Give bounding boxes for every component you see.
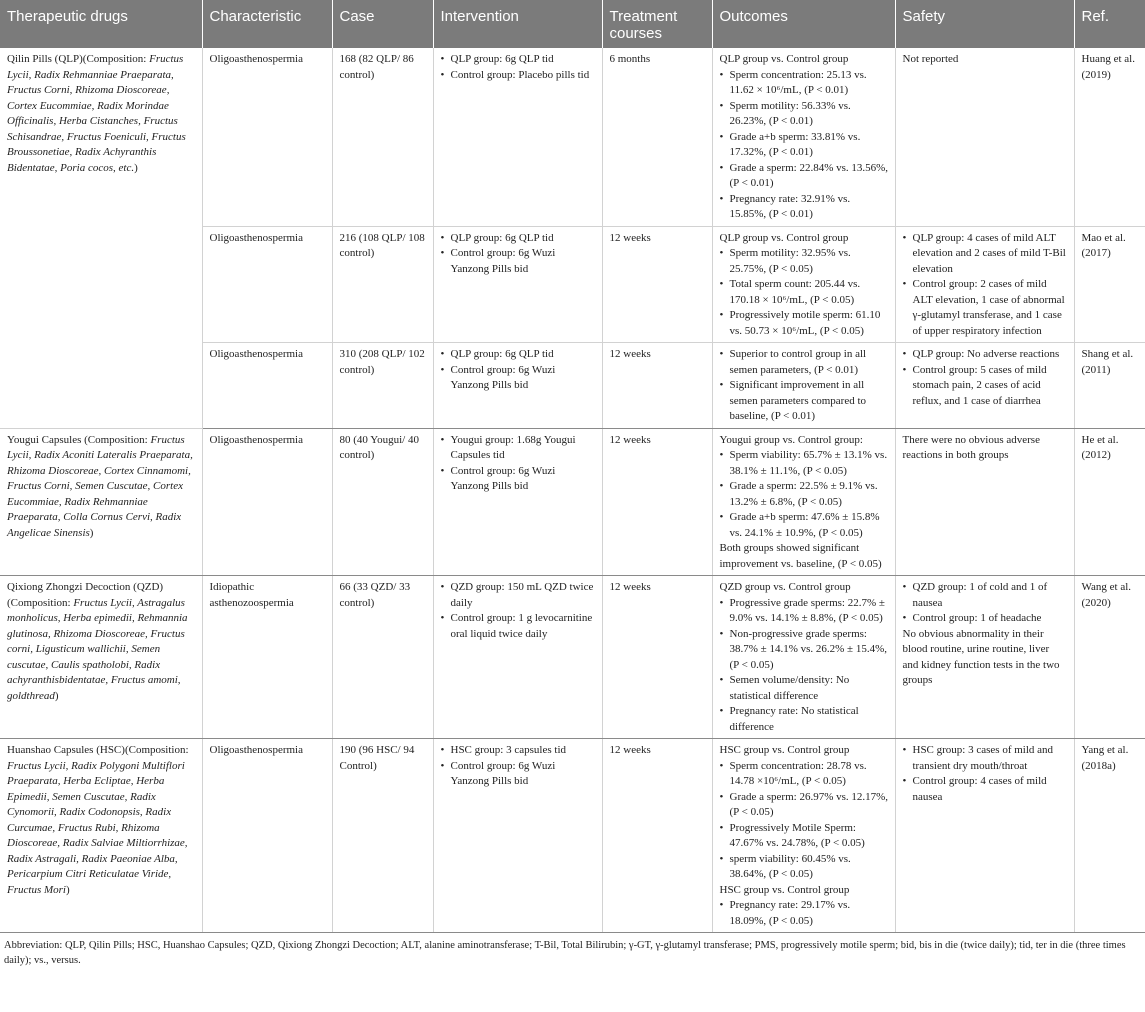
- reference-cell: Yang et al. (2018a): [1074, 739, 1145, 933]
- drug-description: [7, 580, 196, 704]
- reference-cell: Mao et al. (2017): [1074, 226, 1145, 343]
- intervention-item: • Control group: Placebo pills tid: [441, 68, 596, 84]
- drug-cell: [0, 428, 202, 576]
- safety-cell: [895, 226, 1074, 343]
- reference-cell: Shang et al. (2011): [1074, 343, 1145, 429]
- outcome-item: • Sperm motility: 56.33% vs. 26.23%, (P < 0.01): [720, 99, 889, 130]
- outcome-list: [720, 246, 889, 339]
- outcome-item: • Grade a sperm: 26.97% vs. 12.17%, (P < 0.05): [720, 790, 889, 821]
- intervention-item: • Yougui group: 1.68g Yougui Capsules tid: [441, 433, 596, 464]
- safety-list: [903, 347, 1068, 409]
- intervention-item: • Control group: 1 g levocarnitine oral liquid twice daily: [441, 611, 596, 642]
- outcome-item: • sperm viability: 60.45% vs. 38.64%, (P < 0.05): [720, 852, 889, 883]
- intervention-cell: [433, 739, 602, 933]
- outcome-note: Both groups showed significant improvement vs. baseline, (P < 0.05): [719, 542, 882, 570]
- table-row: [0, 576, 1145, 739]
- treatment-course-cell: 12 weeks: [602, 739, 712, 933]
- drug-cell: [0, 48, 202, 428]
- outcome-item: • Grade a+b sperm: 47.6% ± 15.8% vs. 24.1% ± 10.9%, (P < 0.05): [720, 510, 889, 541]
- reference-cell: Huang et al. (2019): [1074, 48, 1145, 226]
- outcome-item: • Progressively motile sperm: 61.10 vs. 50.73 × 10⁶/mL, (P < 0.05): [720, 308, 889, 339]
- outcome-item: • Grade a sperm: 22.84% vs. 13.56%, (P < 0.01): [720, 161, 889, 192]
- characteristic-cell: Oligoasthenospermia: [202, 428, 332, 576]
- outcome-item: • Grade a+b sperm: 33.81% vs. 17.32%, (P < 0.01): [720, 130, 889, 161]
- safety-text: There were no obvious adverse reactions in both groups: [902, 433, 1040, 461]
- characteristic-cell: Oligoasthenospermia: [202, 226, 332, 343]
- header-intervention: Intervention: [433, 0, 602, 48]
- safety-item: • Control group: 5 cases of mild stomach pain, 2 cases of acid reflux, and 1 case of diarrhea: [903, 363, 1068, 410]
- outcomes-cell: [712, 343, 895, 429]
- intervention-list: [441, 743, 596, 790]
- outcomes-cell: [712, 576, 895, 739]
- header-characteristic: Characteristic: [202, 0, 332, 48]
- intervention-item: • QLP group: 6g QLP tid: [441, 347, 596, 363]
- reference-cell: He et al. (2012): [1074, 428, 1145, 576]
- outcomes-heading: HSC group vs. Control group: [719, 744, 850, 756]
- intervention-item: • QLP group: 6g QLP tid: [441, 231, 596, 247]
- safety-list: [903, 231, 1068, 340]
- case-cell: 190 (96 HSC/ 94 Control): [332, 739, 433, 933]
- table-row: [0, 428, 1145, 576]
- safety-cell: [895, 428, 1074, 576]
- safety-cell: [895, 343, 1074, 429]
- intervention-list: [441, 433, 596, 495]
- header-row: [0, 0, 1145, 48]
- safety-note: No obvious abnormality in their blood routine, urine routine, liver and kidney function tests in the two groups: [902, 627, 1060, 686]
- outcome-list: [720, 347, 889, 425]
- intervention-item: • QLP group: 6g QLP tid: [441, 52, 596, 68]
- outcome-list: [720, 759, 889, 883]
- intervention-cell: [433, 576, 602, 739]
- header-case: Case: [332, 0, 433, 48]
- safety-item: • Control group: 1 of headache: [903, 611, 1068, 627]
- composition-prefix: (Composition:: [82, 53, 150, 65]
- intervention-item: • Control group: 6g Wuzi Yanzong Pills bid: [441, 246, 596, 277]
- safety-item: • Control group: 2 cases of mild ALT elevation, 1 case of abnormal γ-glutamyl transferase, and 1 case of upper respiratory infection: [903, 277, 1068, 339]
- characteristic-cell: Oligoasthenospermia: [202, 739, 332, 933]
- outcome-list: [720, 448, 889, 541]
- treatment-course-cell: 12 weeks: [602, 226, 712, 343]
- case-cell: 310 (208 QLP/ 102 control): [332, 343, 433, 429]
- composition-suffix: ): [134, 161, 138, 174]
- safety-item: • QLP group: No adverse reactions: [903, 347, 1068, 363]
- composition-herbs: Fructus Lycii, Radix Rehmanniae Praeparata, Fructus Corni, Rhizoma Dioscoreae, Cortex Eucommiae, Radix Morindae Officinalis, Herba Cistanches, Fructus Schisandrae, Fructus Foeniculi, Fructus Broussonetiae, Radix Achyranthis Bidentatae, Poria cocos, etc.: [7, 53, 186, 174]
- intervention-cell: [433, 48, 602, 226]
- safety-cell: [895, 48, 1074, 226]
- outcome-item: • Non-progressive grade sperms: 38.7% ± 14.1% vs. 26.2% ± 15.4%, (P < 0.05): [720, 627, 889, 674]
- table-footnote: Abbreviation: QLP, Qilin Pills; HSC, Huanshao Capsules; QZD, Qixiong Zhongzi Decoction; ALT, alanine aminotransferase; T-Bil, Total Bilirubin; γ-GT, γ-glutamyl transferase; PMS, progressively motile sperm; bid, bis in die (twice daily); tid, ter in die (three times daily); vs., versus.: [4, 940, 1126, 966]
- outcome-item: • Grade a sperm: 22.5% ± 9.1% vs. 13.2% ± 6.8%, (P < 0.05): [720, 479, 889, 510]
- outcome-list: [720, 68, 889, 223]
- composition-herbs: Fructus Lycii, Radix Aconiti Lateralis Praeparata, Rhizoma Dioscoreae, Cortex Cinnamomi, Fructus Corni, Semen Cuscutae, Cortex Eucommiae, Radix Rehmanniae Praeparata, Colla Cornus Cervi, Radix Angelicae Sinensis: [7, 433, 193, 539]
- table-row: [0, 48, 1145, 226]
- outcome-item: • Superior to control group in all semen parameters, (P < 0.01): [720, 347, 889, 378]
- safety-list: [903, 743, 1068, 805]
- safety-list: [903, 580, 1068, 627]
- composition-suffix: ): [65, 883, 70, 896]
- outcomes-cell: [712, 48, 895, 226]
- header-ref: Ref.: [1074, 0, 1145, 48]
- case-cell: 216 (108 QLP/ 108 control): [332, 226, 433, 343]
- case-cell: 80 (40 Yougui/ 40 control): [332, 428, 433, 576]
- outcome-item: • Pregnancy rate: 32.91% vs. 15.85%, (P < 0.01): [720, 192, 889, 223]
- drug-name: Qixiong Zhongzi Decoction (QZD): [7, 581, 164, 593]
- safety-text: Not reported: [902, 53, 959, 65]
- safety-item: • HSC group: 3 cases of mild and transient dry mouth/throat: [903, 743, 1068, 774]
- intervention-cell: [433, 226, 602, 343]
- intervention-cell: [433, 428, 602, 576]
- outcome-item: • Pregnancy rate: No statistical difference: [720, 704, 889, 735]
- outcome-item: • Total sperm count: 205.44 vs. 170.18 × 10⁶/mL, (P < 0.05): [720, 277, 889, 308]
- intervention-item: • QZD group: 150 mL QZD twice daily: [441, 580, 596, 611]
- table-row: [0, 739, 1145, 933]
- intervention-item: • Control group: 6g Wuzi Yanzong Pills bid: [441, 363, 596, 394]
- case-cell: 168 (82 QLP/ 86 control): [332, 48, 433, 226]
- intervention-item: • Control group: 6g Wuzi Yanzong Pills bid: [441, 464, 596, 495]
- treatment-course-cell: 12 weeks: [602, 576, 712, 739]
- treatment-course-cell: 6 months: [602, 48, 712, 226]
- outcomes-cell: [712, 428, 895, 576]
- composition-prefix: (Composition:: [81, 433, 151, 446]
- outcome-item: • Sperm viability: 65.7% ± 13.1% vs. 38.1% ± 11.1%, (P < 0.05): [720, 448, 889, 479]
- drug-name: Yougui Capsules: [7, 433, 82, 446]
- header-safety: Safety: [895, 0, 1074, 48]
- outcome-item: • Sperm concentration: 25.13 vs. 11.62 × 10⁶/mL, (P < 0.01): [720, 68, 889, 99]
- composition-suffix: ): [54, 689, 59, 702]
- outcome-note: HSC group vs. Control group: [719, 883, 850, 896]
- outcome-item: • Sperm motility: 32.95% vs. 25.75%, (P < 0.05): [720, 246, 889, 277]
- treatment-course-cell: 12 weeks: [602, 428, 712, 576]
- composition-prefix: (Composition:: [7, 596, 74, 609]
- outcomes-heading: QLP group vs. Control group: [719, 53, 849, 65]
- outcome-extra-list: [720, 898, 889, 929]
- outcome-item: • Progressive grade sperms: 22.7% ± 9.0% vs. 14.1% ± 8.8%, (P < 0.05): [720, 596, 889, 627]
- safety-cell: [895, 576, 1074, 739]
- intervention-list: [441, 52, 596, 83]
- composition-herbs: Fructus Lycii, Radix Polygoni Multiflori Praeparata, Herba Ecliptae, Herba Epimedii, Semen Cuscutae, Radix Cynomorii, Radix Codonopsis, Radix Curcumae, Fructus Rubi, Rhizoma Dioscoreae, Radix Salviae Miltiorrhizae, Radix Astragali, Radix Paeoniae Alba, Pericarpium Citri Reticulatae Viride, Fructus Mori: [7, 759, 188, 896]
- outcomes-heading: Yougui group vs. Control group:: [719, 433, 863, 446]
- outcomes-heading: QZD group vs. Control group: [719, 581, 851, 593]
- drug-cell: [0, 576, 202, 739]
- outcome-item: • Significant improvement in all semen parameters compared to baseline, (P < 0.01): [720, 378, 889, 425]
- drug-description: [7, 52, 196, 176]
- characteristic-cell: Oligoasthenospermia: [202, 343, 332, 429]
- outcomes-cell: [712, 226, 895, 343]
- composition-prefix: (Composition:: [124, 744, 189, 756]
- drug-name: Qilin Pills (QLP): [7, 53, 83, 65]
- safety-cell: [895, 739, 1074, 933]
- drug-name: Huanshao Capsules (HSC): [7, 744, 125, 756]
- header-outcomes: Outcomes: [712, 0, 895, 48]
- composition-suffix: ): [89, 526, 94, 539]
- intervention-list: [441, 347, 596, 394]
- header-treatment-courses: Treatment courses: [602, 0, 712, 48]
- characteristic-cell: Oligoasthenospermia: [202, 48, 332, 226]
- intervention-cell: [433, 343, 602, 429]
- outcomes-cell: [712, 739, 895, 933]
- header-therapeutic-drugs: Therapeutic drugs: [0, 0, 202, 48]
- table-body: [0, 48, 1145, 933]
- intervention-list: [441, 231, 596, 278]
- outcome-list: [720, 596, 889, 736]
- outcome-item: • Sperm concentration: 28.78 vs. 14.78 ×10⁶/mL, (P < 0.05): [720, 759, 889, 790]
- drug-cell: [0, 739, 202, 933]
- case-cell: 66 (33 QZD/ 33 control): [332, 576, 433, 739]
- drug-description: [7, 743, 196, 898]
- intervention-item: • Control group: 6g Wuzi Yanzong Pills bid: [441, 759, 596, 790]
- safety-item: • Control group: 4 cases of mild nausea: [903, 774, 1068, 805]
- outcome-item: • Progressively Motile Sperm: 47.67% vs. 24.78%, (P < 0.05): [720, 821, 889, 852]
- outcome-item: • Semen volume/density: No statistical difference: [720, 673, 889, 704]
- safety-item: • QLP group: 4 cases of mild ALT elevation and 2 cases of mild T-Bil elevation: [903, 231, 1068, 278]
- reference-cell: Wang et al. (2020): [1074, 576, 1145, 739]
- characteristic-cell: Idiopathic asthenozoospermia: [202, 576, 332, 739]
- drug-description: [7, 433, 196, 542]
- outcomes-heading: QLP group vs. Control group: [719, 231, 849, 244]
- intervention-list: [441, 580, 596, 642]
- intervention-item: • HSC group: 3 capsules tid: [441, 743, 596, 759]
- composition-herbs: Fructus Lycii, Astragalus monholicus, Herba epimedii, Rehmannia glutinosa, Rhizoma Dioscoreae, Fructus corni, Ligusticum wallichii, Semen cuscutae, Caulis spatholobi, Radix achyranthisbidentatae, Fructus amomi, goldthread: [7, 596, 188, 702]
- outcome-extra-item: • Pregnancy rate: 29.17% vs. 18.09%, (P < 0.05): [720, 898, 889, 929]
- treatment-course-cell: 12 weeks: [602, 343, 712, 429]
- safety-item: • QZD group: 1 of cold and 1 of nausea: [903, 580, 1068, 611]
